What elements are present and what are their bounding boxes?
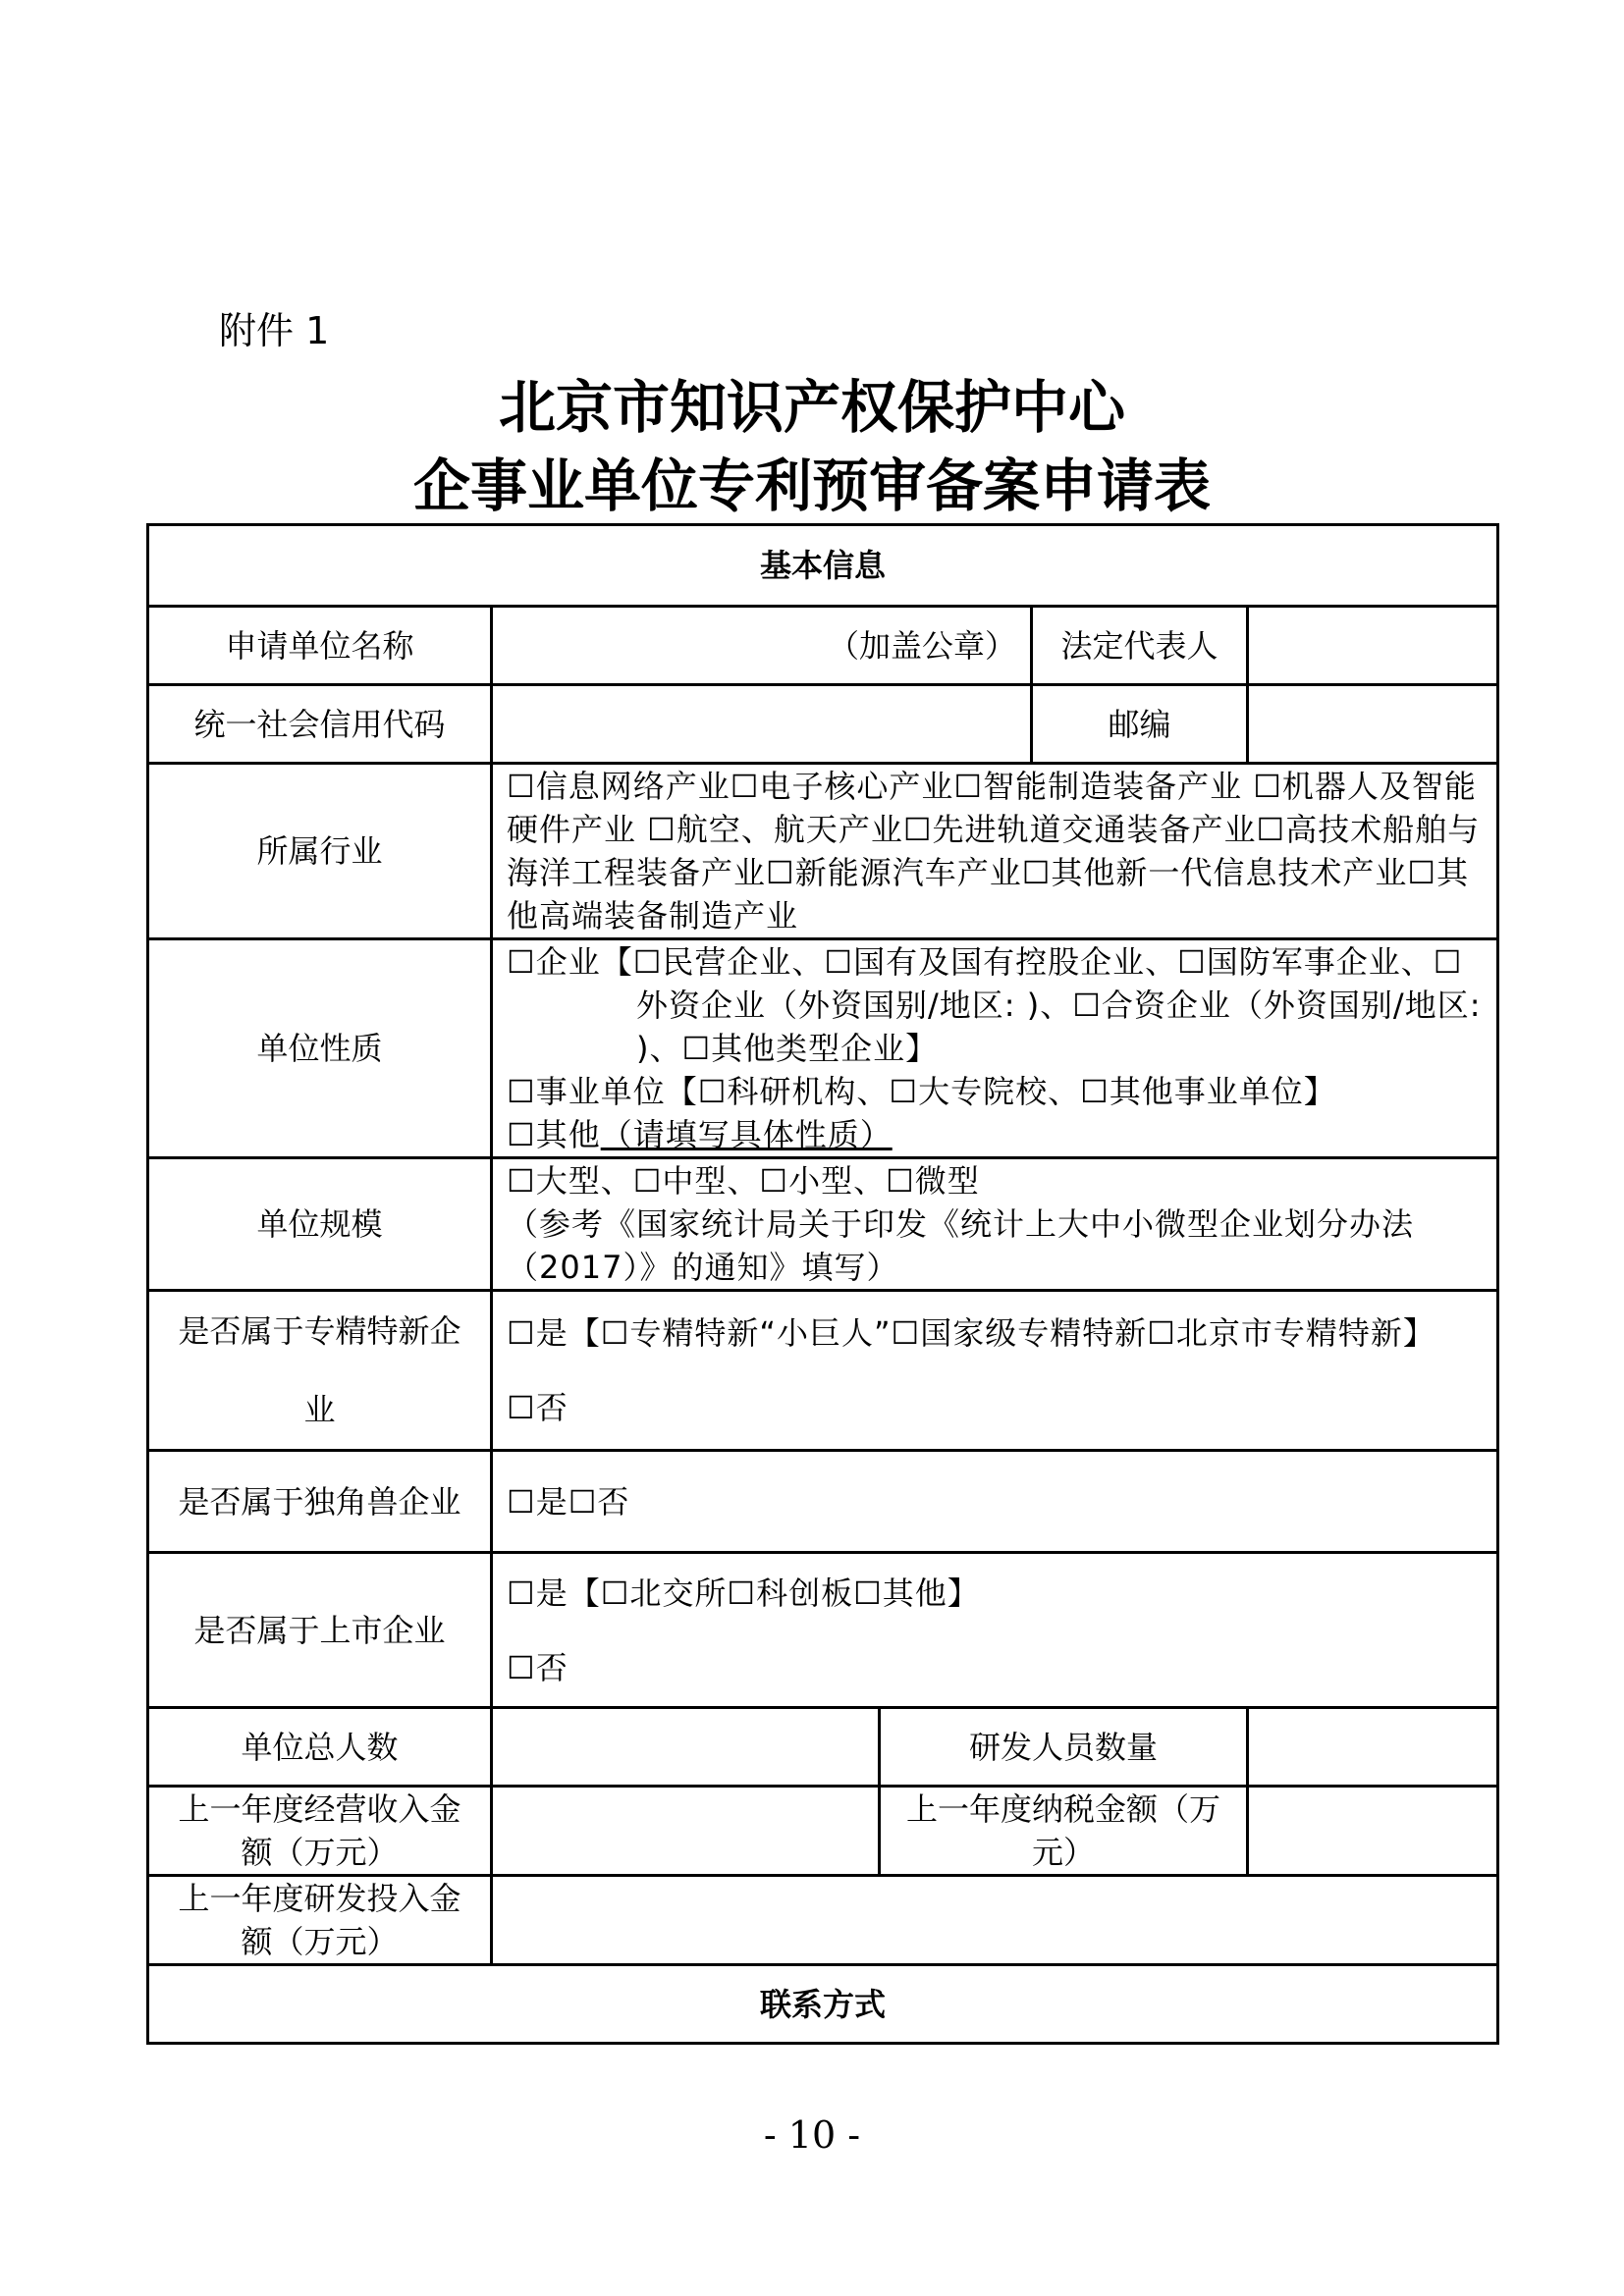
unicorn-label: 是否属于独角兽企业	[148, 1451, 492, 1553]
scale-options[interactable]	[492, 1158, 1498, 1291]
page-number: - 10 -	[763, 2113, 861, 2157]
listed-options[interactable]	[492, 1553, 1498, 1708]
scale-label: 单位规模	[148, 1158, 492, 1291]
revenue-label: 上一年度经营收入金额（万元）	[148, 1787, 492, 1876]
application-form-table	[146, 523, 1499, 2045]
tax-label: 上一年度纳税金额（万元）	[880, 1787, 1248, 1876]
tax-field[interactable]	[1248, 1787, 1498, 1876]
industry-label: 所属行业	[148, 764, 492, 939]
unit-name-field[interactable]	[492, 607, 1032, 685]
nature-other-fill[interactable]: （请填写具体性质）	[600, 1116, 893, 1153]
scale-note: （参考《国家统计局关于印发《统计上大中小微型企业划分办法（2017）》的通知》填写）	[507, 1205, 1415, 1286]
industry-options[interactable]: ☐信息网络产业☐电子核心产业☐智能制造装备产业 ☐机器人及智能硬件产业 ☐航空、航天产业☐先进轨道交通装备产业☐高技术船舶与海洋工程装备产业☐新能源汽车产业☐其他新一代信息技术产业☐其他高端装备制造产业	[492, 764, 1498, 939]
form-title-line1: 北京市知识产权保护中心	[498, 374, 1125, 441]
listed-no[interactable]: ☐否	[507, 1648, 568, 1686]
attachment-label: 附件 1	[219, 309, 330, 352]
specialized-no[interactable]: ☐否	[507, 1389, 568, 1426]
nature-options[interactable]	[492, 939, 1498, 1158]
total-staff-label: 单位总人数	[148, 1708, 492, 1787]
listed-yes[interactable]: ☐是【☐北交所☐科创板☐其他】	[507, 1574, 980, 1612]
nature-foreign-line[interactable]: 外资企业（外资国别/地区: )、☐合资企业（外资国别/地区: )、☐其他类型企业】	[636, 987, 1482, 1067]
listed-label: 是否属于上市企业	[148, 1553, 492, 1708]
section-basic-info: 基本信息	[148, 525, 1498, 607]
specialized-label: 是否属于专精特新企业	[148, 1291, 492, 1451]
nature-enterprise-line[interactable]: ☐企业【☐民营企业、☐国有及国有控股企业、☐国防军事企业、☐	[507, 943, 1463, 981]
revenue-field[interactable]	[492, 1787, 880, 1876]
nature-label: 单位性质	[148, 939, 492, 1158]
section-contact: 联系方式	[148, 1965, 1498, 2044]
specialized-yes[interactable]: ☐是【☐专精特新“小巨人”☐国家级专精特新☐北京市专精特新】	[507, 1314, 1435, 1352]
rd-invest-label: 上一年度研发投入金额（万元）	[148, 1876, 492, 1965]
form-title-line2: 企事业单位专利预审备案申请表	[412, 453, 1211, 519]
rd-staff-label: 研发人员数量	[880, 1708, 1248, 1787]
seal-note: （加盖公章）	[827, 626, 1016, 665]
nature-other-line[interactable]	[507, 1113, 1483, 1156]
rd-staff-field[interactable]	[1248, 1708, 1498, 1787]
unit-name-label: 申请单位名称	[148, 607, 492, 685]
postcode-label: 邮编	[1032, 685, 1248, 764]
legal-rep-field[interactable]	[1248, 607, 1498, 685]
unicorn-options[interactable]: ☐是☐否	[492, 1451, 1498, 1553]
nature-institution-line[interactable]: ☐事业单位【☐科研机构、☐大专院校、☐其他事业单位】	[507, 1073, 1336, 1110]
specialized-options[interactable]	[492, 1291, 1498, 1451]
credit-code-label: 统一社会信用代码	[148, 685, 492, 764]
postcode-field[interactable]	[1248, 685, 1498, 764]
scale-checkboxes[interactable]: ☐大型、☐中型、☐小型、☐微型	[507, 1162, 980, 1200]
total-staff-field[interactable]	[492, 1708, 880, 1787]
legal-rep-label: 法定代表人	[1032, 607, 1248, 685]
credit-code-field[interactable]	[492, 685, 1032, 764]
rd-invest-field[interactable]	[492, 1876, 1498, 1965]
nature-other-checkbox[interactable]: ☐其他	[507, 1116, 601, 1153]
